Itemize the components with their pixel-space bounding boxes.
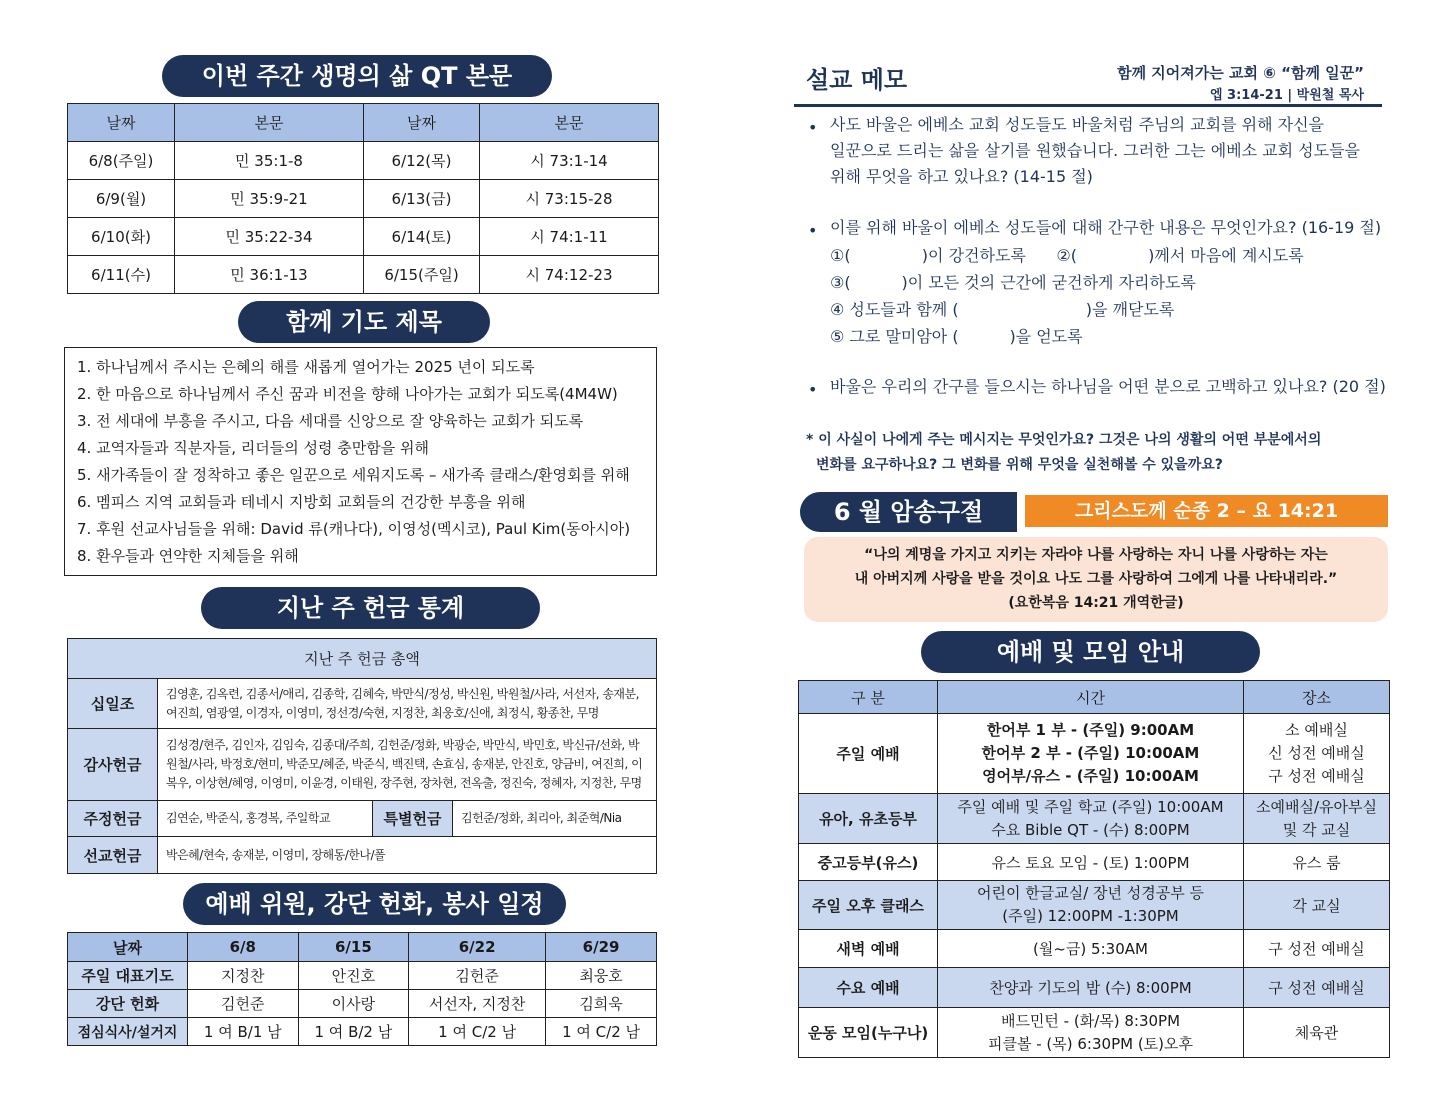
list-item: 8. 환우들과 연약한 지체들을 위해 bbox=[77, 547, 299, 565]
question-2-item: ③( )이 모든 것의 근간에 굳건하게 자리하도록 bbox=[830, 273, 1196, 292]
schedule-header: 6/29 bbox=[546, 933, 657, 962]
schedule-cell: 안진호 bbox=[298, 962, 409, 990]
question-line: 위해 무엇을 하고 있나요? (14-15 절) bbox=[830, 167, 1093, 186]
question-line: 일꾼으로 드리는 삶을 살기를 원했습니다. 그러한 그는 에베소 교회 성도들을 bbox=[830, 141, 1360, 160]
tithe-label: 십일조 bbox=[68, 679, 158, 729]
schedule-role: 주일 대표기도 bbox=[68, 962, 188, 990]
table-row bbox=[68, 256, 659, 294]
qt-cell: 시 73:1-14 bbox=[480, 142, 659, 180]
list-item: 4. 교역자들과 직분자들, 리더들의 성령 충만함을 위해 bbox=[77, 439, 429, 457]
table-row bbox=[799, 714, 1390, 794]
thanks-label: 감사헌금 bbox=[68, 729, 158, 801]
qt-header: 본문 bbox=[175, 104, 364, 142]
bullet: • bbox=[808, 380, 818, 399]
qt-table bbox=[67, 103, 659, 294]
memo-title: 설교 메모 bbox=[806, 66, 908, 94]
service-name: 운동 모임(누구나) bbox=[799, 1008, 938, 1058]
schedule-table bbox=[67, 932, 657, 1046]
qt-cell: 시 74:1-11 bbox=[480, 218, 659, 256]
service-place: 구 성전 예배실 bbox=[1268, 767, 1365, 785]
services-header: 장소 bbox=[1244, 681, 1390, 714]
schedule-cell: 1 여 B/2 남 bbox=[298, 1018, 409, 1046]
service-time: (월~금) 5:30AM bbox=[938, 930, 1244, 968]
qt-cell: 6/8(주일) bbox=[68, 142, 175, 180]
schedule-header: 날짜 bbox=[68, 933, 188, 962]
qt-title: 이번 주간 생명의 삶 QT 본문 bbox=[162, 55, 552, 97]
qt-cell: 민 36:1-13 bbox=[175, 256, 364, 294]
question-2-item: ①( )이 강건하도록 ②( )께서 마음에 계시도록 bbox=[830, 246, 1304, 265]
service-place: 소 예배실 bbox=[1285, 721, 1348, 739]
service-place: 소예배실/유아부실 bbox=[1256, 797, 1377, 816]
verse-tag: 그리스도께 순종 2 – 요 14:21 bbox=[1025, 495, 1388, 527]
services-title: 예배 및 모임 안내 bbox=[921, 631, 1260, 673]
offering-title: 지난 주 헌금 통계 bbox=[201, 587, 540, 629]
table-row bbox=[68, 962, 657, 990]
service-place: 각 교실 bbox=[1244, 881, 1390, 930]
table-row bbox=[799, 881, 1390, 930]
list-item: 6. 멤피스 지역 교회들과 테네시 지방회 교회들의 건강한 부흥을 위해 bbox=[77, 493, 526, 511]
schedule-header: 6/8 bbox=[188, 933, 299, 962]
service-time: 영어부/유스 - (주일) 10:00AM bbox=[982, 767, 1199, 785]
qt-cell: 6/12(목) bbox=[364, 142, 480, 180]
service-place: 및 각 교실 bbox=[1282, 820, 1351, 839]
service-place: 구 성전 예배실 bbox=[1244, 930, 1390, 968]
question-line: 사도 바울은 에베소 교회 성도들도 바울처럼 주님의 교회를 위해 자신을 bbox=[830, 115, 1324, 134]
memo-divider bbox=[794, 104, 1382, 107]
schedule-cell: 1 여 C/2 남 bbox=[409, 1018, 546, 1046]
table-row bbox=[68, 142, 659, 180]
note-line: * 이 사실이 나에게 주는 메시지는 무엇인가요? 그것은 나의 생활의 어떤 부분에서의 bbox=[806, 432, 1322, 448]
verse-box bbox=[804, 537, 1388, 622]
qt-header: 날짜 bbox=[68, 104, 175, 142]
qt-cell: 시 73:15-28 bbox=[480, 180, 659, 218]
service-place: 유스 룸 bbox=[1244, 844, 1390, 881]
offering-total-label: 지난 주 헌금 총액 bbox=[68, 639, 657, 679]
mission-label: 선교헌금 bbox=[68, 837, 158, 874]
qt-cell: 6/13(금) bbox=[364, 180, 480, 218]
schedule-cell: 김헌준 bbox=[188, 990, 299, 1018]
services-header: 구 분 bbox=[799, 681, 938, 714]
table-row bbox=[799, 1008, 1390, 1058]
service-name: 주일 예배 bbox=[799, 714, 938, 794]
qt-cell: 민 35:1-8 bbox=[175, 142, 364, 180]
table-row bbox=[799, 968, 1390, 1008]
tithe-names: 김영훈, 김옥련, 김종서/애리, 김종학, 김혜숙, 박만식/정성, 박신원, 박원철/사라, 서선자, 송재분, 여진희, 염광열, 이경자, 이영미, 정선경/숙현, 지정찬, 최웅호/신애, 최정식, 황종찬, 무명 bbox=[158, 679, 657, 729]
prayer-list bbox=[64, 347, 657, 576]
table-row bbox=[799, 794, 1390, 844]
list-item: 3. 전 세대에 부흥을 주시고, 다음 세대를 신앙으로 잘 양육하는 교회가 되도록 bbox=[77, 412, 584, 430]
service-time: 배드민턴 - (화/목) 8:30PM bbox=[1000, 1011, 1181, 1030]
schedule-cell: 1 여 C/2 남 bbox=[546, 1018, 657, 1046]
schedule-cell: 1 여 B/1 남 bbox=[188, 1018, 299, 1046]
special-names: 김헌준/정화, 최리아, 최준혁/Nia bbox=[453, 801, 657, 837]
schedule-cell: 이사랑 bbox=[298, 990, 409, 1018]
table-row bbox=[799, 844, 1390, 881]
bullet: • bbox=[808, 118, 818, 137]
qt-cell: 6/10(화) bbox=[68, 218, 175, 256]
question-2: 이를 위해 바울이 에베소 성도들에 대해 간구한 내용은 무엇인가요? (16-19 절) bbox=[830, 218, 1382, 237]
service-name: 주일 오후 클래스 bbox=[799, 881, 938, 930]
service-time: 주일 예배 및 주일 학교 (주일) 10:00AM bbox=[957, 797, 1224, 816]
qt-cell: 6/15(주일) bbox=[364, 256, 480, 294]
qt-header: 날짜 bbox=[364, 104, 480, 142]
mission-names: 박은혜/현숙, 송재분, 이영미, 장해동/한나/폴 bbox=[158, 837, 657, 874]
table-row bbox=[68, 990, 657, 1018]
table-row bbox=[799, 930, 1390, 968]
service-name: 유아, 유초등부 bbox=[799, 794, 938, 844]
verse-title: 6 월 암송구절 bbox=[800, 492, 1017, 532]
service-time: 어린이 한글교실/ 장년 성경공부 등 bbox=[977, 884, 1204, 902]
qt-cell: 민 35:9-21 bbox=[175, 180, 364, 218]
schedule-header: 6/15 bbox=[298, 933, 409, 962]
sermon-title: 함께 지어져가는 교회 ⑥ “함께 일꾼” bbox=[1117, 64, 1364, 82]
qt-cell: 6/9(월) bbox=[68, 180, 175, 218]
service-name: 새벽 예배 bbox=[799, 930, 938, 968]
qt-header: 본문 bbox=[480, 104, 659, 142]
list-item: 7. 후원 선교사님들을 위해: David 류(캐나다), 이영성(멕시코), Paul Kim(동아시아) bbox=[77, 520, 631, 538]
schedule-cell: 서선자, 지정찬 bbox=[409, 990, 546, 1018]
qt-cell: 6/14(토) bbox=[364, 218, 480, 256]
table-row bbox=[68, 1018, 657, 1046]
service-time: 유스 토요 모임 - (토) 1:00PM bbox=[938, 844, 1244, 881]
question-2-item: ④ 성도들과 함께 ( )을 깨닫도록 bbox=[830, 300, 1175, 319]
schedule-header: 6/22 bbox=[409, 933, 546, 962]
weekly-names: 김연순, 박준식, 홍경복, 주일학교 bbox=[158, 801, 373, 837]
service-time: 한어부 1 부 - (주일) 9:00AM bbox=[986, 721, 1195, 739]
question-3: 바울은 우리의 간구를 들으시는 하나님을 어떤 분으로 고백하고 있나요? (20 절) bbox=[830, 377, 1386, 396]
schedule-cell: 김희욱 bbox=[546, 990, 657, 1018]
service-place: 신 성전 예배실 bbox=[1268, 744, 1365, 762]
bullet: • bbox=[808, 221, 818, 240]
services-table bbox=[798, 680, 1390, 1058]
service-time: 수요 Bible QT - (수) 8:00PM bbox=[991, 820, 1190, 839]
services-header: 시간 bbox=[938, 681, 1244, 714]
reflection-note bbox=[806, 428, 1321, 478]
service-time: 한어부 2 부 - (주일) 10:00AM bbox=[981, 744, 1200, 762]
schedule-cell: 김헌준 bbox=[409, 962, 546, 990]
schedule-title: 예배 위원, 강단 헌화, 봉사 일정 bbox=[183, 883, 566, 925]
offering-table bbox=[67, 638, 657, 874]
table-row bbox=[68, 180, 659, 218]
service-name: 수요 예배 bbox=[799, 968, 938, 1008]
question-1 bbox=[830, 112, 1360, 190]
service-time: 찬양과 기도의 밤 (수) 8:00PM bbox=[938, 968, 1244, 1008]
verse-line: 내 아버지께 사랑을 받을 것이요 나도 그를 사랑하여 그에게 나를 나타내리라.” bbox=[854, 571, 1338, 587]
prayer-title: 함께 기도 제목 bbox=[238, 301, 490, 343]
schedule-role: 강단 헌화 bbox=[68, 990, 188, 1018]
qt-cell: 시 74:12-23 bbox=[480, 256, 659, 294]
list-item: 5. 새가족들이 잘 정착하고 좋은 일꾼으로 세워지도록 – 새가족 클래스/환영회를 위해 bbox=[77, 466, 630, 484]
service-name: 중고등부(유스) bbox=[799, 844, 938, 881]
note-line: 변화를 요구하나요? 그 변화를 위해 무엇을 실천해볼 수 있을까요? bbox=[816, 457, 1223, 473]
verse-line: “나의 계명을 가지고 지키는 자라야 나를 사랑하는 자니 나를 사랑하는 자는 bbox=[864, 547, 1328, 563]
service-time: 피클볼 - (목) 6:30PM (토)오후 bbox=[988, 1034, 1193, 1053]
sermon-reference: 엡 3:14-21 | 박원철 목사 bbox=[1209, 88, 1364, 103]
service-time: (주일) 12:00PM -1:30PM bbox=[1002, 907, 1179, 925]
qt-cell: 6/11(수) bbox=[68, 256, 175, 294]
list-item: 1. 하나님께서 주시는 은혜의 해를 새롭게 열어가는 2025 년이 되도록 bbox=[77, 358, 535, 376]
table-row bbox=[68, 218, 659, 256]
thanks-names: 김성경/현주, 김인자, 김임숙, 김종대/주희, 김헌준/정화, 박광순, 박만식, 박민호, 박신규/선화, 박원철/사라, 박정호/현미, 박준모/혜준, 박준식, 백진택, 손효심, 송재분, 안진호, 양금비, 여진희, 이복우, 이상현/혜영, 이영미, 이윤경, 이태원, 장주현, 장차현, 전옥출, 정진숙, 정혜자, 지정찬, 무명 bbox=[158, 729, 657, 801]
schedule-cell: 최웅호 bbox=[546, 962, 657, 990]
qt-cell: 민 35:22-34 bbox=[175, 218, 364, 256]
weekly-label: 주정헌금 bbox=[68, 801, 158, 837]
list-item: 2. 한 마음으로 하나님께서 주신 꿈과 비전을 향해 나아가는 교회가 되도록(4M4W) bbox=[77, 385, 618, 403]
service-place: 체육관 bbox=[1244, 1008, 1390, 1058]
schedule-cell: 지정찬 bbox=[188, 962, 299, 990]
service-place: 구 성전 예배실 bbox=[1244, 968, 1390, 1008]
special-label: 특별헌금 bbox=[373, 801, 453, 837]
schedule-role: 점심식사/설거지 bbox=[68, 1018, 188, 1046]
verse-line: (요한복음 14:21 개역한글) bbox=[1008, 595, 1184, 611]
question-2-item: ⑤ 그로 말미암아 ( )을 얻도록 bbox=[830, 327, 1083, 346]
